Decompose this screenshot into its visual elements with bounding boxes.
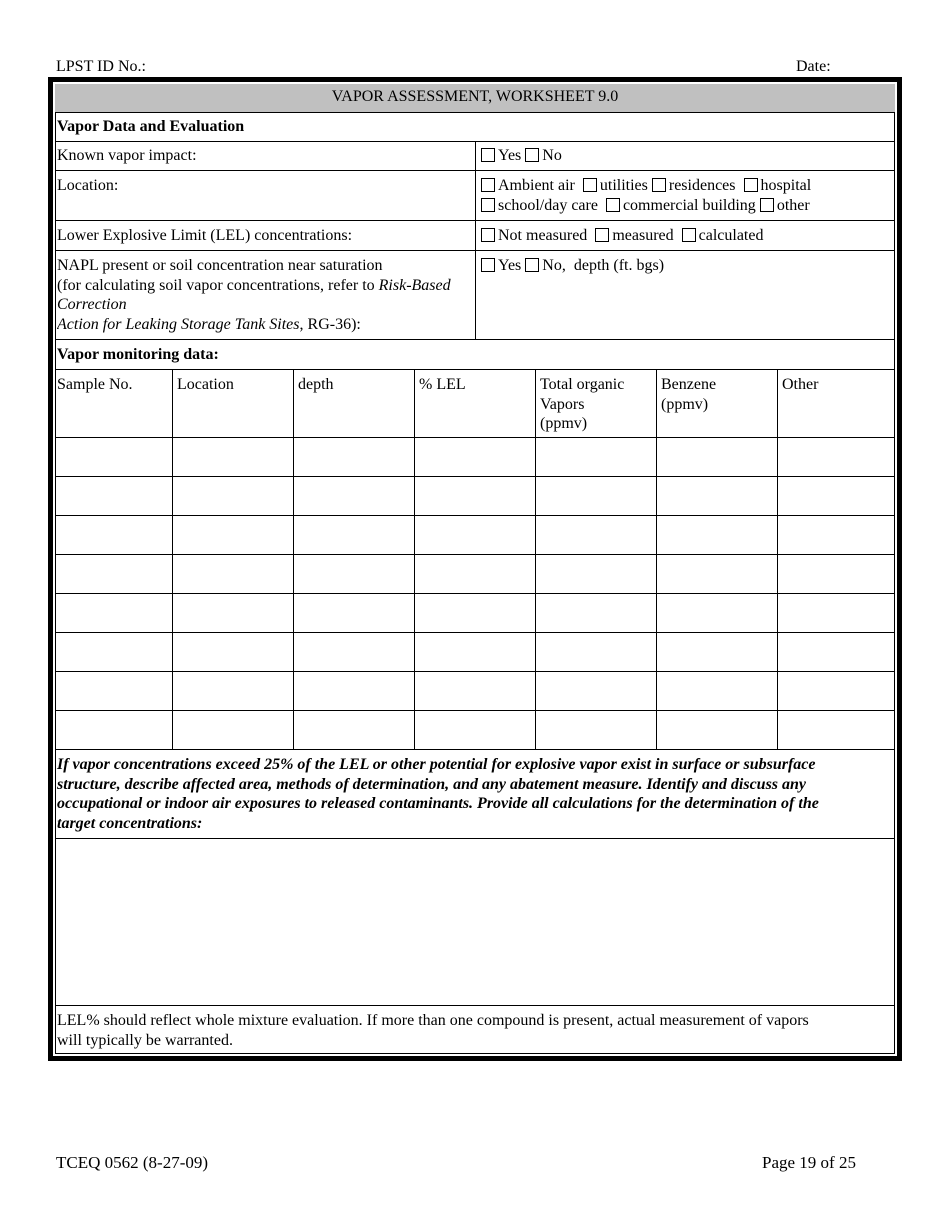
checkbox-measured[interactable] — [595, 228, 609, 242]
note-line1: LEL% should reflect whole mixture evaluation. If more than one compound is present, actual measurement of vapors — [57, 1012, 809, 1029]
location-options-line2 — [481, 196, 810, 216]
rule — [55, 112, 895, 113]
lpst-id-label: LPST ID No.: — [56, 58, 146, 75]
option-label: school/day care — [498, 197, 598, 214]
option-label: Not measured — [498, 227, 588, 244]
option-label: utilities — [599, 177, 648, 194]
lel-label: Lower Explosive Limit (LEL) concentrations: — [57, 227, 353, 244]
option-label: other — [776, 197, 810, 214]
instructions-line4: target concentrations: — [57, 814, 203, 832]
section-title: Vapor Data and Evaluation — [57, 118, 245, 135]
column-divider — [475, 141, 476, 339]
header-line: Vapors — [540, 395, 585, 413]
column-header-depth: depth — [298, 376, 334, 393]
header-line: (ppmv) — [540, 415, 588, 432]
form-id: TCEQ 0562 (8-27-09) — [56, 1153, 209, 1172]
checkbox-yes[interactable] — [481, 148, 495, 162]
lel-options — [481, 226, 763, 246]
option-label: hospital — [760, 177, 812, 194]
napl-line2 — [57, 276, 451, 296]
location-options-line1 — [481, 176, 811, 196]
checkbox-calculated[interactable] — [682, 228, 696, 242]
napl-line4-text: , RG-36): — [299, 315, 361, 333]
napl-line2-italic: Risk-Based — [378, 276, 451, 294]
date-label: Date: — [796, 58, 831, 75]
worksheet-title: VAPOR ASSESSMENT, WORKSHEET 9.0 — [331, 88, 619, 105]
checkbox-residences[interactable] — [652, 178, 666, 192]
rule — [55, 369, 895, 370]
instructions-line3: occupational or indoor air exposures to released contaminants. Provide all calculations for the determination of the — [57, 795, 819, 812]
location-label: Location: — [57, 177, 119, 194]
header-line: Benzene — [661, 376, 717, 393]
checkbox-utilities[interactable] — [583, 178, 597, 192]
checkbox-no[interactable] — [525, 148, 539, 162]
column-header-lel: % LEL — [419, 376, 466, 393]
instructions-line1: If vapor concentrations exceed 25% of the LEL or other potential for explosive vapor exist in surface or subsurface — [57, 756, 816, 773]
checkbox-hospital[interactable] — [744, 178, 758, 192]
option-label: No, — [542, 257, 566, 274]
checkbox-commercial-building[interactable] — [606, 198, 620, 212]
option-label: Yes — [498, 147, 522, 164]
option-label: No — [542, 147, 562, 164]
option-label: Yes — [498, 257, 522, 274]
rule — [55, 1005, 895, 1006]
checkbox-school[interactable] — [481, 198, 495, 212]
column-header-sample-no: Sample No. — [57, 376, 133, 393]
napl-line2-text: (for calculating soil vapor concentrations, refer to — [57, 276, 379, 294]
header-line: (ppmv) — [661, 395, 709, 413]
option-label: commercial building — [622, 197, 756, 214]
checkbox-napl-no[interactable] — [525, 258, 539, 272]
column-header-total-organic — [540, 375, 624, 434]
note-line2: will typically be warranted. — [57, 1031, 233, 1049]
option-label: residences — [668, 177, 736, 194]
column-header-benzene — [661, 375, 716, 414]
known-vapor-options — [481, 146, 562, 166]
column-header-other: Other — [782, 376, 819, 393]
depth-label: depth (ft. bgs) — [573, 257, 665, 274]
option-label: calculated — [698, 227, 764, 244]
page-number: Page 19 of 25 — [762, 1153, 856, 1172]
napl-options — [481, 256, 664, 276]
option-label: measured — [612, 227, 674, 244]
napl-line1: NAPL present or soil concentration near saturation — [57, 257, 383, 274]
monitoring-title: Vapor monitoring data: — [57, 346, 219, 363]
option-label: Ambient air — [498, 177, 575, 194]
napl-line3: Correction — [57, 296, 127, 313]
header-line: Total organic — [540, 376, 625, 393]
checkbox-ambient-air[interactable] — [481, 178, 495, 192]
napl-line4-italic: Action for Leaking Storage Tank Sites — [57, 315, 300, 333]
rule — [55, 339, 895, 340]
checkbox-napl-yes[interactable] — [481, 258, 495, 272]
known-vapor-label: Known vapor impact: — [57, 147, 197, 164]
column-header-location: Location — [177, 376, 234, 393]
instructions-line2: structure, describe affected area, methods of determination, and any abatement measure. Identify and discuss any — [57, 775, 807, 793]
checkbox-not-measured[interactable] — [481, 228, 495, 242]
description-answer-area[interactable] — [55, 839, 895, 1004]
rule — [55, 749, 895, 750]
napl-line4 — [57, 315, 361, 335]
monitoring-data-rows[interactable] — [55, 438, 895, 749]
checkbox-other[interactable] — [760, 198, 774, 212]
napl-text — [57, 256, 474, 336]
